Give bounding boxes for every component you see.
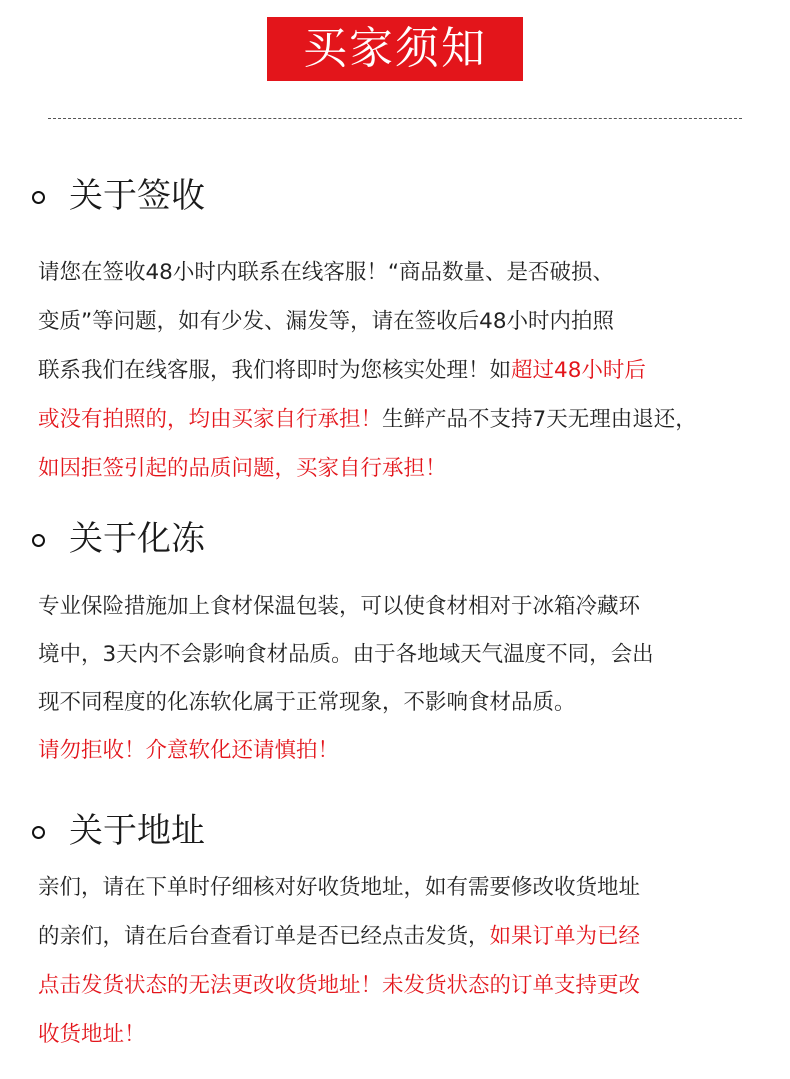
text-span: 生鲜产品不支持7天无理由退还， (382, 407, 697, 432)
text-line (38, 912, 640, 961)
text-line (38, 346, 697, 395)
highlight-text: 如果订单为已经 (489, 924, 641, 949)
highlight-text: 超过48小时后 (511, 358, 646, 383)
text-line (38, 631, 654, 679)
section-text-address (38, 863, 640, 1059)
highlight-text: 或没有拍照的，均由买家自行承担！ (38, 407, 383, 432)
text-line (38, 727, 654, 775)
text-line (38, 248, 697, 297)
text-span: 的亲们，请在后台查看订单是否已经点击发货， (38, 924, 490, 949)
text-span: 联系我们在线客服，我们将即时为您核实处理！如 (38, 358, 512, 383)
text-line (38, 395, 697, 444)
highlight-text: 如因拒签引起的品质问题，买家自行承担！ (38, 456, 447, 481)
circle-bullet-icon (32, 826, 45, 839)
text-line (38, 961, 640, 1010)
text-line (38, 583, 654, 631)
text-span: 境中，3天内不会影响食材品质。由于各地域天气温度不同，会出 (38, 642, 654, 667)
text-line (38, 1010, 640, 1059)
text-line (38, 444, 697, 493)
circle-bullet-icon (32, 191, 45, 204)
text-span: 现不同程度的化冻软化属于正常现象，不影响食材品质。 (38, 690, 576, 715)
text-line (38, 679, 654, 727)
circle-bullet-icon (32, 534, 45, 547)
highlight-text: 点击发货状态的无法更改收货地址！未发货状态的订单支持更改 (38, 973, 641, 998)
page-title: 买家须知 (267, 17, 523, 81)
text-span: 亲们，请在下单时仔细核对好收货地址，如有需要修改收货地址 (38, 875, 641, 900)
text-span: 专业保险措施加上食材保温包装，可以使食材相对于冰箱冷藏环 (38, 594, 641, 619)
section-title: 关于签收 (69, 176, 205, 216)
text-span: 变质”等问题，如有少发、漏发等，请在签收后48小时内拍照 (38, 309, 614, 334)
highlight-text: 收货地址！ (38, 1022, 146, 1047)
section-text-thawing (38, 583, 654, 775)
section-title: 关于化冻 (69, 519, 205, 559)
highlight-text: 请勿拒收！介意软化还请慎拍！ (38, 738, 340, 763)
text-line (38, 297, 697, 346)
text-line (38, 863, 640, 912)
text-span: 请您在签收48小时内联系在线客服！“商品数量、是否破损、 (38, 260, 614, 285)
dashed-divider (48, 118, 742, 119)
section-title: 关于地址 (69, 811, 205, 851)
section-text-signing (38, 248, 697, 493)
